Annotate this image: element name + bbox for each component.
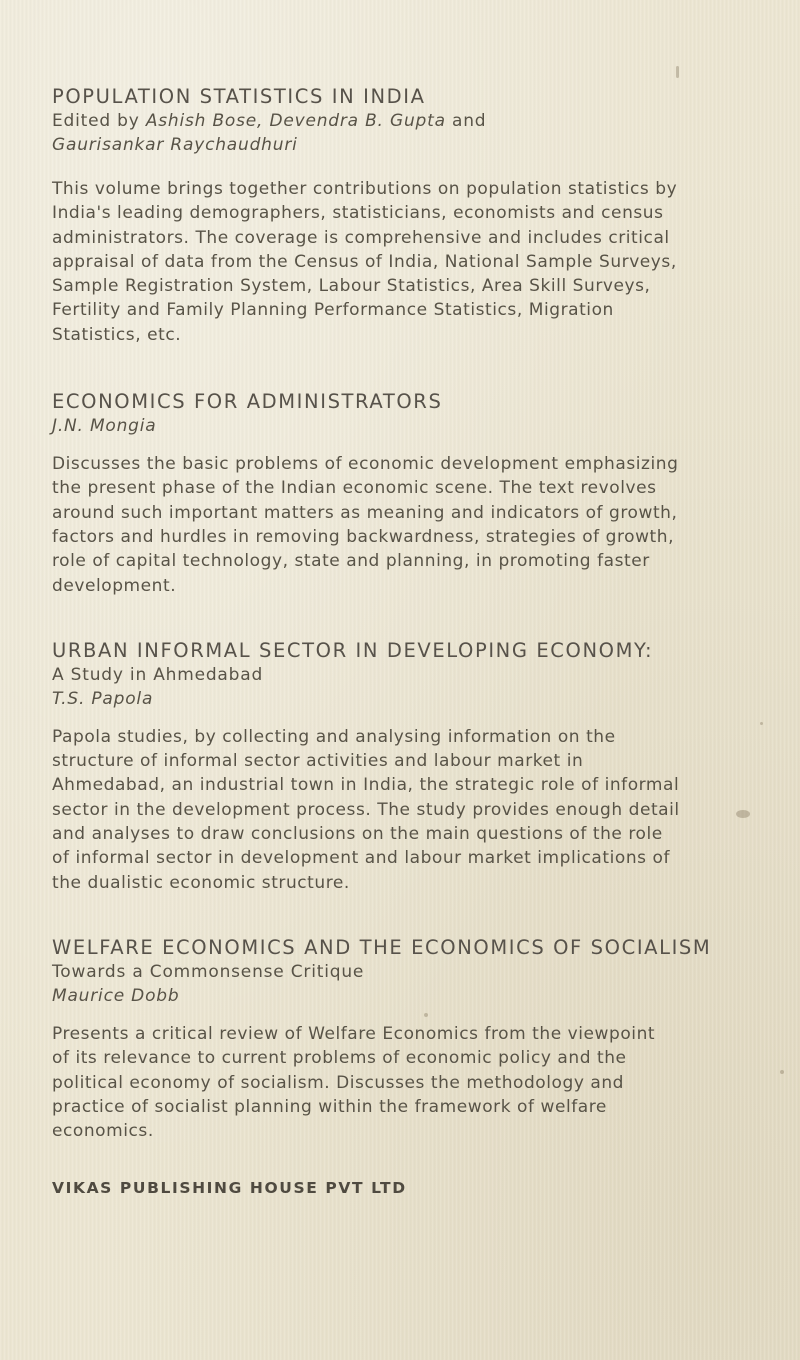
description-line: India's leading demographers, statisticians, economists and census	[52, 203, 664, 224]
description-line: Statistics, etc.	[52, 324, 182, 345]
paper-speck	[760, 722, 763, 725]
description-line: Discusses the basic problems of economic development emphasizing	[52, 454, 679, 475]
book-description	[52, 725, 774, 895]
description-line: development.	[52, 575, 177, 596]
description-line: administrators. The coverage is comprehensive and includes critical	[52, 227, 670, 248]
description-line: structure of informal sector activities and labour market in	[52, 751, 584, 772]
book-subtitle: Towards a Commonsense Critique	[52, 961, 365, 982]
description-line: sector in the development process. The study provides enough detail	[52, 799, 680, 820]
book-entry-urban-informal-sector	[52, 638, 782, 895]
book-author: T.S. Papola	[52, 688, 154, 709]
editor-names: Ashish Bose, Devendra B. Gupta	[145, 111, 446, 131]
book-title: URBAN INFORMAL SECTOR IN DEVELOPING ECONOMY:	[52, 638, 654, 662]
description-line: of its relevance to current problems of economic policy and the	[52, 1048, 627, 1069]
publisher-name: VIKAS PUBLISHING HOUSE PVT LTD	[52, 1179, 407, 1198]
book-author: J.N. Mongia	[52, 416, 157, 437]
description-line: the present phase of the Indian economic scene. The text revolves	[52, 478, 657, 499]
book-description	[52, 1022, 774, 1143]
description-line: Sample Registration System, Labour Statistics, Area Skill Surveys,	[52, 276, 651, 297]
description-line: economics.	[52, 1121, 154, 1142]
description-line: Fertility and Family Planning Performance Statistics, Migration	[52, 300, 614, 321]
book-entry-welfare-economics	[52, 935, 782, 1143]
description-line: and analyses to draw conclusions on the main questions of the role	[52, 824, 663, 845]
description-line: role of capital technology, state and planning, in promoting faster	[52, 551, 650, 572]
book-author: Maurice Dobb	[52, 985, 180, 1006]
description-line: political economy of socialism. Discusses the methodology and	[52, 1072, 625, 1093]
book-entry-population-statistics	[52, 84, 782, 347]
description-line: of informal sector in development and labour market implications of	[52, 848, 671, 869]
description-line: Presents a critical review of Welfare Economics from the viewpoint	[52, 1023, 656, 1044]
book-title: POPULATION STATISTICS IN INDIA	[52, 85, 426, 108]
book-entry-economics-for-administrators	[52, 389, 782, 598]
book-subtitle: A Study in Ahmedabad	[52, 664, 264, 685]
book-title: ECONOMICS FOR ADMINISTRATORS	[52, 390, 443, 414]
book-editors	[52, 109, 782, 133]
editor-and: and	[445, 111, 487, 131]
description-line: appraisal of data from the Census of India, National Sample Surveys,	[52, 251, 677, 272]
book-title: WELFARE ECONOMICS AND THE ECONOMICS OF SOCIALISM	[52, 935, 712, 959]
description-line: This volume brings together contributions on population statistics by	[52, 179, 678, 199]
book-author: Gaurisankar Raychaudhuri	[52, 135, 298, 155]
description-line: around such important matters as meaning and indicators of growth,	[52, 502, 678, 523]
book-catalog-page	[52, 84, 782, 1197]
description-line: practice of socialist planning within the framework of welfare	[52, 1096, 607, 1117]
description-line: Ahmedabad, an industrial town in India, the strategic role of informal	[52, 775, 680, 796]
description-line: Papola studies, by collecting and analysing information on the	[52, 726, 616, 747]
book-description	[52, 452, 774, 598]
paper-speck	[736, 810, 750, 818]
paper-speck	[780, 1070, 784, 1074]
book-description	[52, 177, 774, 347]
edited-by-label: Edited by	[52, 111, 146, 131]
description-line: the dualistic economic structure.	[52, 872, 350, 893]
description-line: factors and hurdles in removing backwardness, strategies of growth,	[52, 526, 675, 547]
paper-speck	[676, 66, 679, 78]
paper-speck	[424, 1013, 428, 1017]
